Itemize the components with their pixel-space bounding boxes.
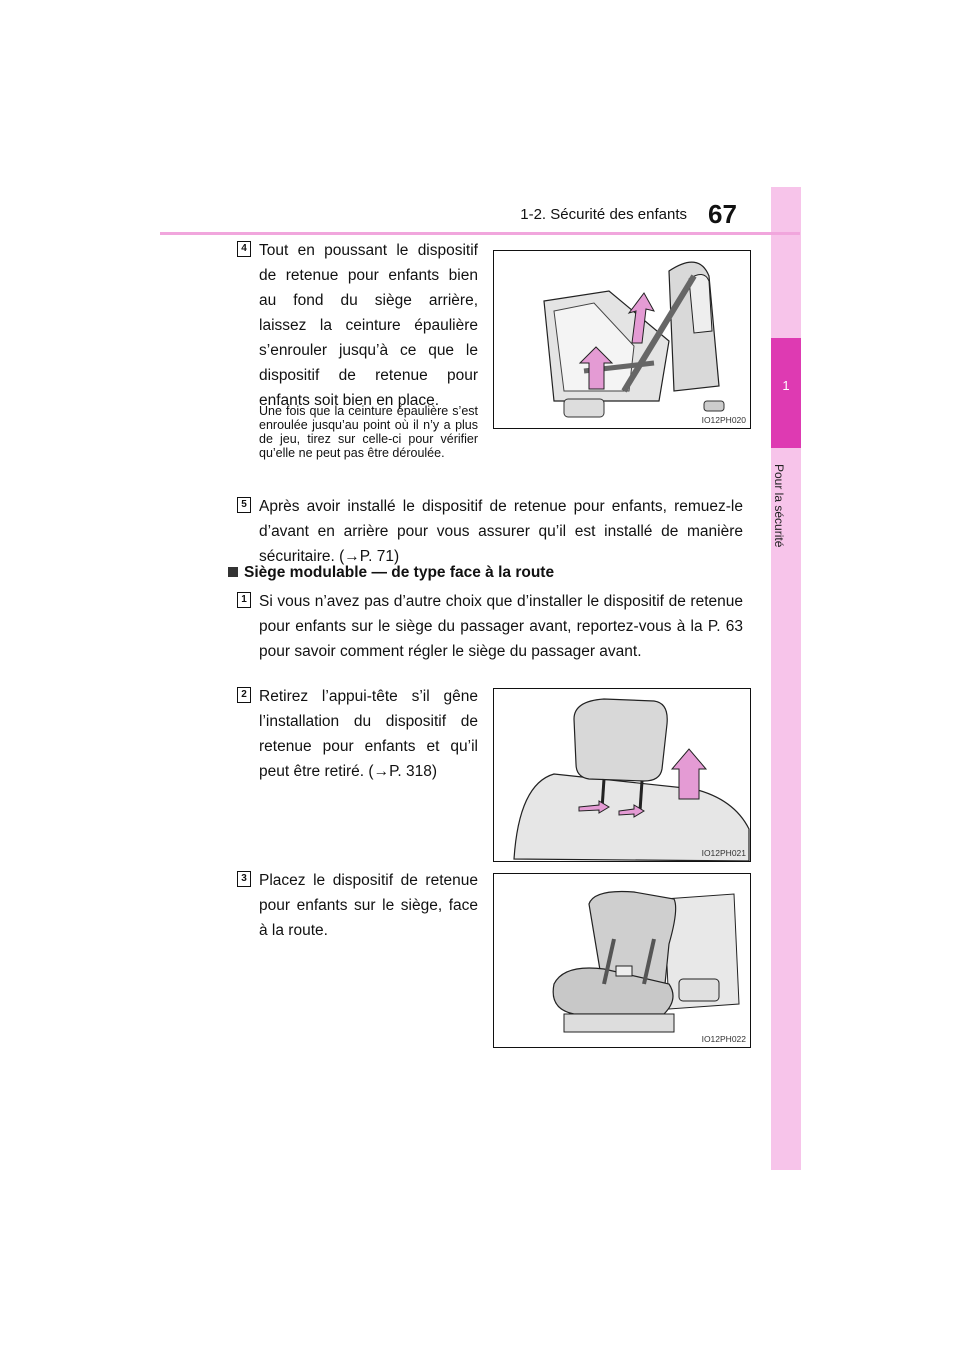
step-4-note: Une fois que la ceinture épaulière s’est enroulée jusqu’au point où il n’y a plus de jeu, tirez sur celle-ci pour vérifier qu’elle ne peut pas être déroulée. (259, 404, 478, 460)
side-tab-active-marker (771, 338, 801, 448)
section-heading (228, 564, 554, 582)
step-4-badge: 4 (237, 241, 251, 257)
page-number: 67 (708, 199, 737, 229)
heading-square-icon (228, 567, 238, 577)
section-heading-text: Siège modulable — de type face à la route (244, 564, 555, 581)
side-tab-label: Pour la sécurité (772, 464, 786, 548)
header-section-title: 1-2. Sécurité des enfants (520, 206, 687, 223)
side-tab-number: 1 (782, 378, 790, 393)
figure-belt-retract (493, 250, 751, 429)
step-4-text: Tout en poussant le dispositif de retenue pour enfants bien au fond du siège arrière, laissez la ceinture épaulière s’enrouler jusqu’à ce que le dispositif de retenue pour enfants soit bien en place. (259, 242, 478, 409)
step-1-badge: 1 (237, 592, 251, 608)
step-3-text: Placez le dispositif de retenue pour enfants sur le siège, face à la route. (259, 872, 478, 939)
figure-headrest-removal (493, 688, 751, 862)
header-rule (160, 232, 800, 235)
step-5-text: Après avoir installé le dispositif de retenue pour enfants, remuez-le d’avant en arrière pour vous assurer qu’il est installé de manière sécuritaire. (→P. 71) (259, 498, 743, 565)
side-tab-strip (771, 187, 801, 1170)
step-3-badge: 3 (237, 871, 251, 887)
figure-code-022: IO12PH022 (701, 1034, 746, 1044)
step-1-text: Si vous n’avez pas d’autre choix que d’installer le dispositif de retenue pour enfants sur le siège du passager avant, reportez-vous à la P. 63 pour savoir comment régler le siège du passager avant. (259, 593, 743, 660)
step-2-badge: 2 (237, 687, 251, 703)
figure-code-021: IO12PH021 (701, 848, 746, 858)
figure-front-facing-seat (493, 873, 751, 1048)
figure-code-020: IO12PH020 (701, 415, 746, 425)
step-2-text: Retirez l’appui-tête s’il gêne l’installation du dispositif de retenue pour enfants et qu’il peut être retiré. (→P. 318) (259, 688, 478, 780)
step-5-badge: 5 (237, 497, 251, 513)
